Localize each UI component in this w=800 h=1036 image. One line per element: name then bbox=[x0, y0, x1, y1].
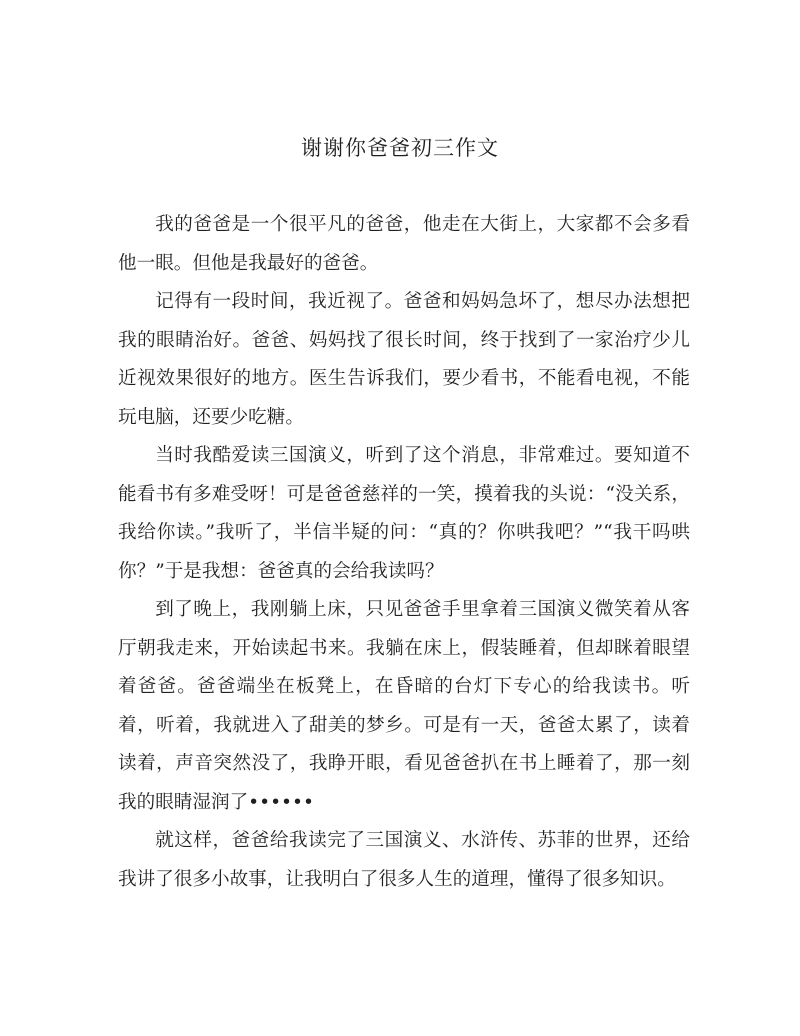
paragraph-5: 就这样，爸爸给我读完了三国演义、水浒传、苏菲的世界，还给我讲了很多小故事，让我明白了很多人生的道理，懂得了很多知识。 bbox=[118, 830, 690, 890]
paragraph-4: 到了晚上，我刚躺上床，只见爸爸手里拿着三国演义微笑着从客厅朝我走来，开始读起书来。我躺在床上，假装睡着，但却眯着眼望着爸爸。爸爸端坐在板凳上，在昏暗的台灯下专心的给我读书。听着，听着，我就进入了甜美的梦乡。可是有一天，爸爸太累了，读着读着，声音突然没了，我睁开眼，看见爸爸扒在书上睡着了，那一刻我的眼睛湿润了•••••• bbox=[118, 599, 690, 813]
paragraph-1: 我的爸爸是一个很平凡的爸爸，他走在大街上，大家都不会多看他一眼。但他是我最好的爸爸。 bbox=[118, 214, 690, 274]
paragraph-2: 记得有一段时间，我近视了。爸爸和妈妈急坏了，想尽办法想把我的眼睛治好。爸爸、妈妈找了很长时间，终于找到了一家治疗少儿近视效果很好的地方。医生告诉我们，要少看书，不能看电视，不能玩电脑，还要少吃糖。 bbox=[118, 291, 690, 428]
document-body bbox=[118, 206, 690, 899]
document-title: 谢谢你爸爸初三作文 bbox=[301, 136, 499, 160]
paragraph-3: 当时我酷爱读三国演义，听到了这个消息，非常难过。要知道不能看书有多难受呀！可是爸爸慈祥的一笑，摸着我的头说：“没关系，我给你读。”我听了，半信半疑的问：“真的？你哄我吧？”“我干吗哄你？”于是我想：爸爸真的会给我读吗？ bbox=[118, 445, 690, 582]
